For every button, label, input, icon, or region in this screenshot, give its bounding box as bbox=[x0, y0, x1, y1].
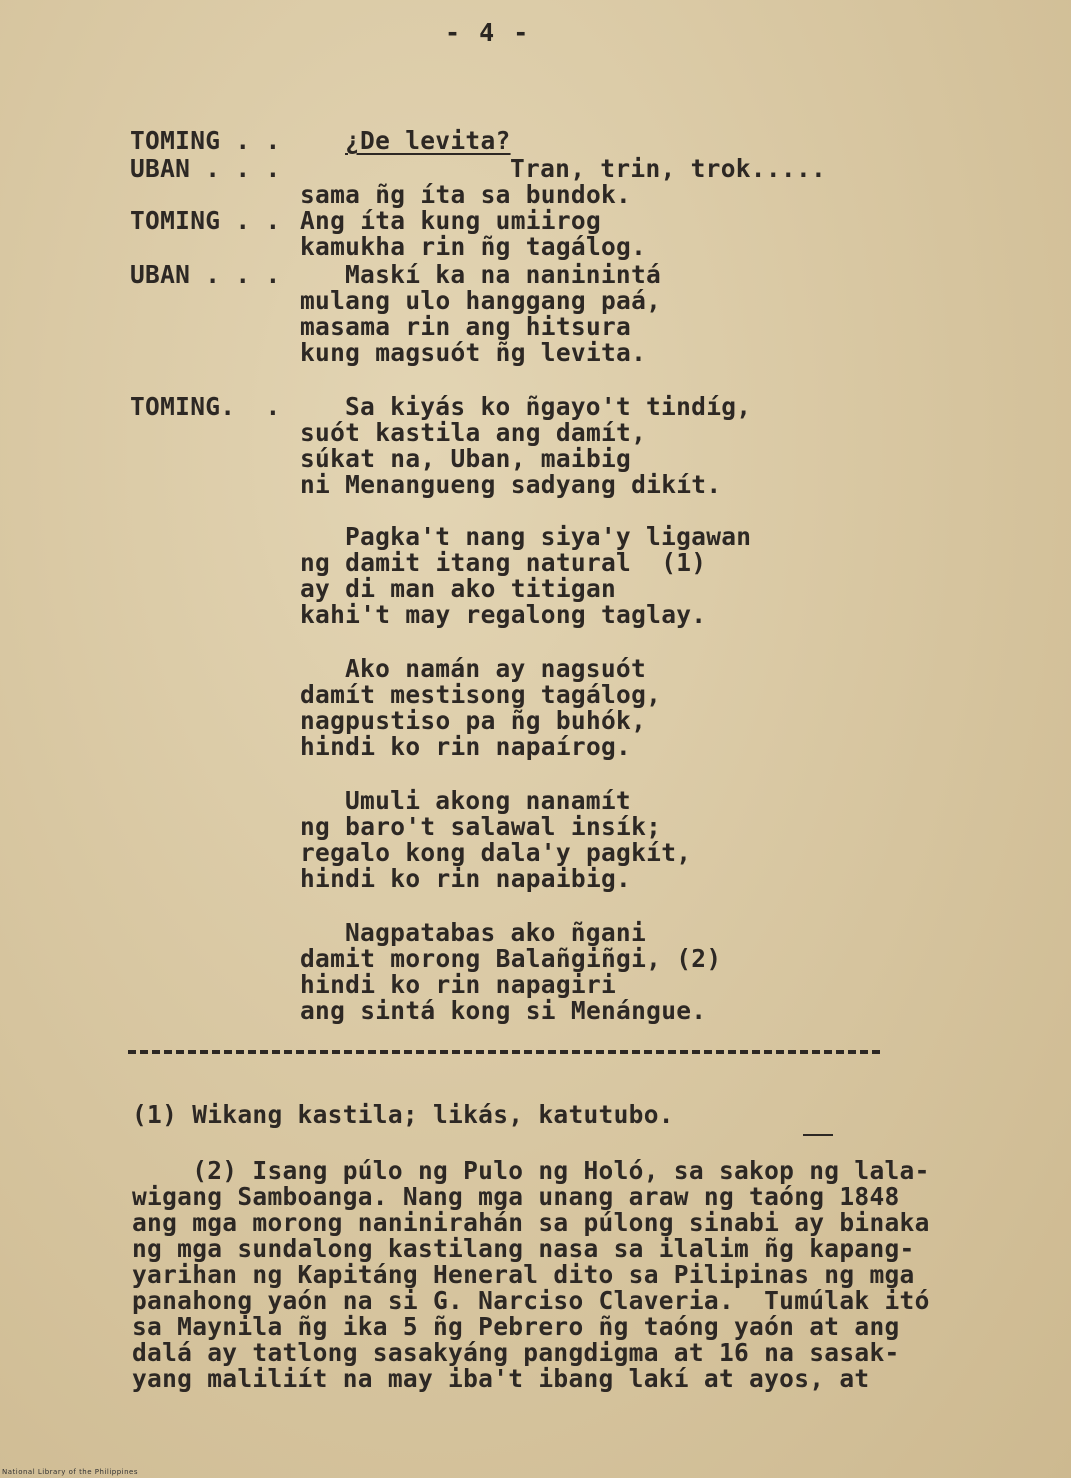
footnote-line: yarihan ng Kapitáng Heneral dito sa Pilipinas ng mga bbox=[132, 1260, 915, 1289]
speaker-label: TOMING . . bbox=[130, 206, 281, 235]
verse-line: kamukha rin ñg tagálog. bbox=[300, 232, 647, 261]
speaker-label: UBAN . . . bbox=[130, 260, 281, 289]
verse-line: Pagka't nang siya'y ligawan bbox=[345, 522, 752, 551]
verse-line: ni Menangueng sadyang dikít. bbox=[300, 470, 722, 499]
speaker-label: TOMING . . bbox=[130, 126, 281, 155]
verse-line: ay di man ako titigan bbox=[300, 574, 617, 603]
verse-line: Ako namán ay nagsuót bbox=[345, 654, 647, 683]
verse-line: nagpustiso pa ñg buhók, bbox=[300, 706, 647, 735]
footnote-line: yang maliliít na may iba't ibang lakí at ayos, at bbox=[132, 1364, 870, 1393]
footnote-line: ng mga sundalong kastilang nasa sa ilalim ñg kapang- bbox=[132, 1234, 915, 1263]
verse-line: ng damit itang natural (1) bbox=[300, 548, 707, 577]
verse-line: masama rin ang hitsura bbox=[300, 312, 632, 341]
footnote-line: panahong yaón na si G. Narciso Claveria. Tumúlak itó bbox=[132, 1286, 930, 1315]
verse-line: ng baro't salawal insík; bbox=[300, 812, 662, 841]
stray-mark bbox=[803, 1134, 833, 1136]
verse-line: hindi ko rin napagiri bbox=[300, 970, 617, 999]
verse-line: Nagpatabas ako ñgani bbox=[345, 918, 647, 947]
footnote-line: wigang Samboanga. Nang mga unang araw ng taóng 1848 bbox=[132, 1182, 900, 1211]
footnote-line: dalá ay tatlong sasakyáng pangdigma at 16 na sasak- bbox=[132, 1338, 900, 1367]
verse-line: ¿De levita? bbox=[345, 126, 511, 155]
verse-line: damít mestisong tagálog, bbox=[300, 680, 662, 709]
verse-line: damit morong Balañgiñgi, (2) bbox=[300, 944, 722, 973]
verse-line: Sa kiyás ko ñgayo't tindíg, bbox=[345, 392, 752, 421]
page-number: - 4 - bbox=[445, 18, 531, 47]
verse-line: Ang íta kung umiirog bbox=[300, 206, 602, 235]
footnote-line: (1) Wikang kastila; likás, katutubo. bbox=[132, 1100, 674, 1129]
verse-line: regalo kong dala'y pagkít, bbox=[300, 838, 692, 867]
footnote-line: (2) Isang púlo ng Pulo ng Holó, sa sakop ng lala- bbox=[132, 1156, 930, 1185]
verse-line: súkat na, Uban, maibig bbox=[300, 444, 632, 473]
verse-line: ang sintá kong si Menángue. bbox=[300, 996, 707, 1025]
footer-credit: National Library of the Philippines bbox=[2, 1468, 138, 1476]
speaker-label: TOMING. . bbox=[130, 392, 281, 421]
footnote-divider bbox=[128, 1050, 880, 1054]
footnote-line: sa Maynila ñg ika 5 ñg Pebrero ñg taóng yaón at ang bbox=[132, 1312, 900, 1341]
verse-line: hindi ko rin napaírog. bbox=[300, 732, 632, 761]
verse-line: suót kastila ang damít, bbox=[300, 418, 647, 447]
verse-line: Tran, trin, trok..... bbox=[510, 154, 827, 183]
verse-line: hindi ko rin napaibig. bbox=[300, 864, 632, 893]
verse-line: Maskí ka na naninintá bbox=[345, 260, 662, 289]
verse-line: kahi't may regalong taglay. bbox=[300, 600, 707, 629]
verse-line: kung magsuót ñg levita. bbox=[300, 338, 647, 367]
verse-line: Umuli akong nanamít bbox=[345, 786, 631, 815]
speaker-label: UBAN . . . bbox=[130, 154, 281, 183]
verse-line: mulang ulo hanggang paá, bbox=[300, 286, 662, 315]
verse-line: sama ñg íta sa bundok. bbox=[300, 180, 632, 209]
footnote-line: ang mga morong naninirahán sa púlong sinabi ay binaka bbox=[132, 1208, 930, 1237]
